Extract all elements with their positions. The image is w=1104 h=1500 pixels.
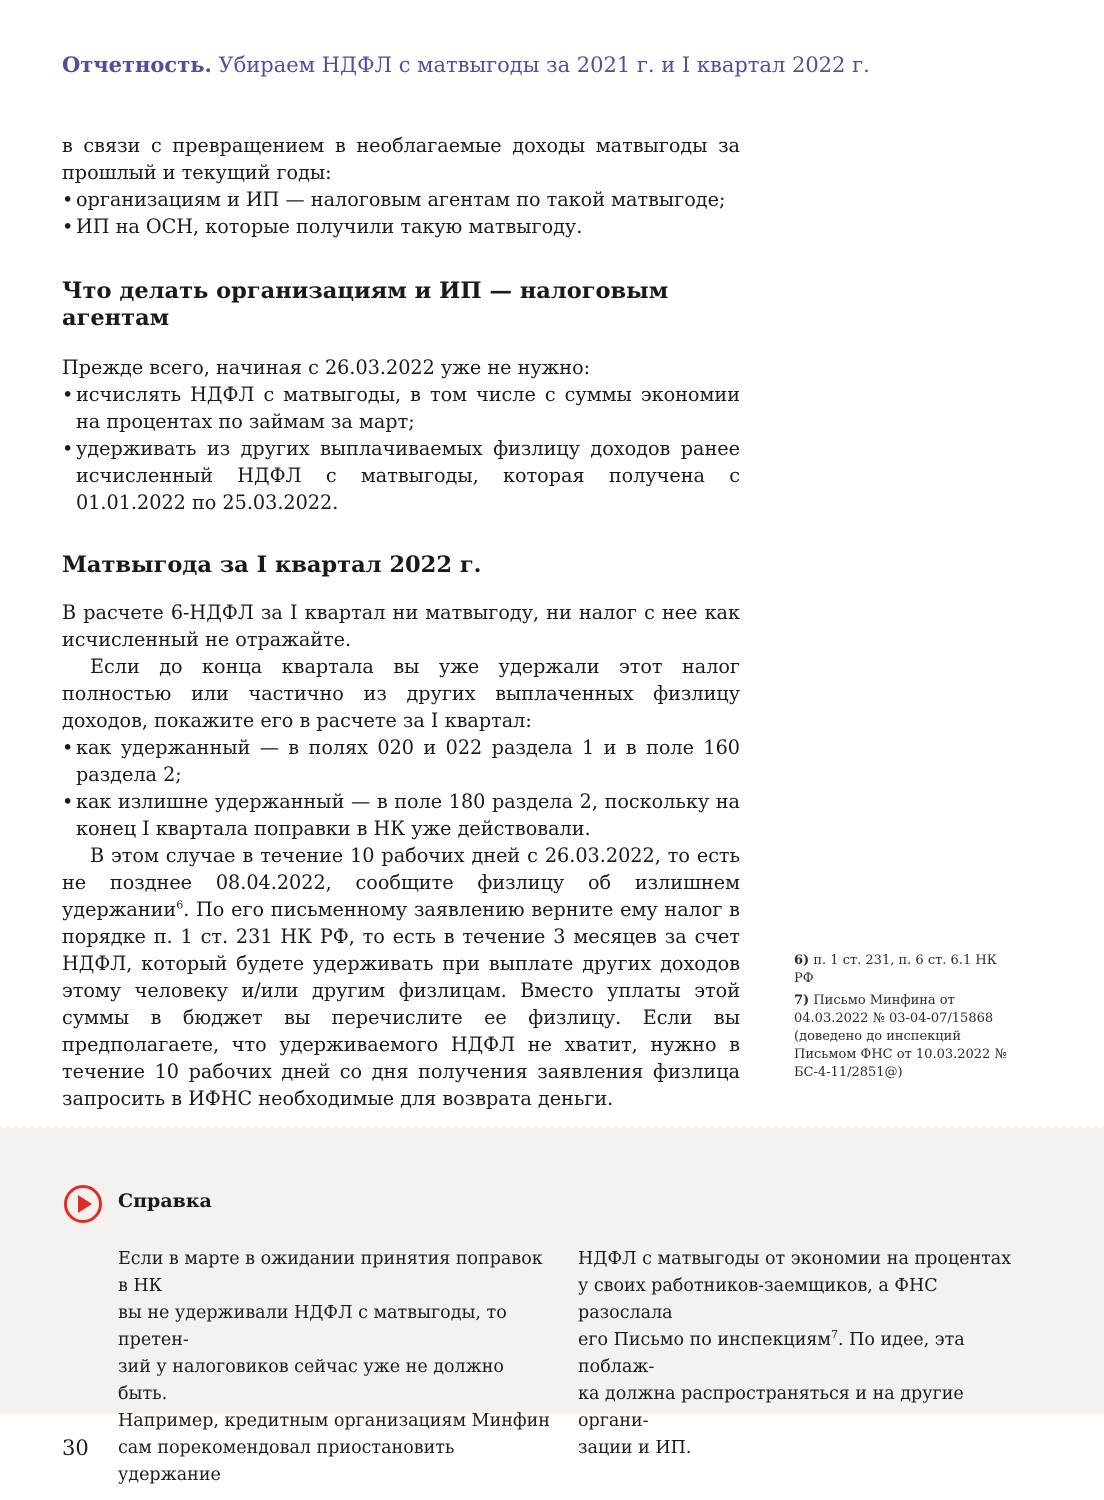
footnote-number: 7): [794, 993, 810, 1008]
footnote-ref[interactable]: 6: [176, 898, 184, 912]
list-item: • удерживать из других выплачиваемых физлицу доходов ранее исчисленный НДФЛ с матвыгоды, которая получена с 01.01.2022 по 25.03.2022.: [62, 435, 740, 516]
play-icon: [63, 1184, 103, 1224]
header-title: Убираем НДФЛ с матвыгоды за 2021 г. и I квартал 2022 г.: [218, 53, 870, 77]
note-left-column: [118, 1246, 558, 1489]
paragraph-text: . По его письменному заявлению верните ему налог в порядке п. 1 ст. 231 НК РФ, то есть в течение 3 месяцев за счет НДФЛ, который будете удерживать при выплате других доходов этому человеку и/или другим физлицам. Вместо уплаты этой суммы в бюджет вы перечислите ее физлицу. Если вы предполагаете, что удерживаемого НДФЛ не хватит, нужно в течение 10 рабочих дней со дня получения заявления физлица запросить в ИФНС необходимые для возврата деньги.: [62, 898, 740, 1110]
section-heading: Матвыгода за I квартал 2022 г.: [62, 552, 482, 578]
intro-paragraph: в связи с превращением в необлагаемые доходы матвыгоды за прошлый и текущий годы:: [62, 134, 740, 184]
footnotes: [794, 952, 1014, 1082]
note-line: [578, 1327, 1028, 1381]
article-body: [62, 132, 740, 1112]
note-line: НДФЛ с матвыгоды от экономии на процентах: [578, 1249, 1012, 1269]
list-item: • исчислять НДФЛ с матвыгоды, в том числе с суммы экономии на процентах по займам за март;: [62, 381, 740, 435]
list-item: • как излишне удержанный — в поле 180 раздела 2, поскольку на конец I квартала поправки в НК уже действовали.: [62, 788, 740, 842]
footnote-text: п. 1 ст. 231, п. 6 ст. 6.1 НК РФ: [794, 953, 997, 986]
note-line-text: его Письмо по инспекциям: [578, 1330, 832, 1350]
footnote-ref[interactable]: 7: [831, 1328, 839, 1342]
paragraph: [62, 842, 740, 1112]
paragraph-text: В этом случае в течение 10 рабочих дней с 26.03.2022, то есть не позднее 08.04.2022, сообщите физлицу об излишнем удержании: [62, 844, 740, 921]
list-item: • ИП на ОСН, которые получили такую матвыгоду.: [62, 213, 740, 240]
note-line: зий у налоговиков сейчас уже не должно быть.: [118, 1357, 504, 1404]
note-line: Например, кредитным организациям Минфин: [118, 1411, 550, 1431]
note-right-column: [578, 1246, 1028, 1462]
note-line: Если в марте в ожидании принятия поправок в НК: [118, 1249, 543, 1296]
section-heading: Что делать организациям и ИП — налоговым агентам: [62, 278, 669, 331]
note-line: у своих работников-заемщиков, а ФНС разослала: [578, 1276, 938, 1323]
footnote-number: 6): [794, 953, 810, 968]
list-item: • организациям и ИП — налоговым агентам по такой матвыгоде;: [62, 186, 740, 213]
footnote: [794, 992, 1014, 1082]
paragraph: Если до конца квартала вы уже удержали этот налог полностью или частично из других выплаченных физлицу доходов, покажите его в расчете за I квартал:: [62, 655, 740, 732]
note-title: Справка: [118, 1190, 212, 1212]
paragraph: В расчете 6-НДФЛ за I квартал ни матвыгоду, ни налог с нее как исчисленный не отражайте.: [62, 601, 740, 651]
list-item: • как удержанный — в полях 020 и 022 раздела 1 и в поле 160 раздела 2;: [62, 734, 740, 788]
list: [62, 381, 740, 516]
page-number: 30: [62, 1436, 89, 1460]
paragraph: Прежде всего, начиная с 26.03.2022 уже не нужно:: [62, 356, 591, 379]
footnote-text: Письмо Минфина от 04.03.2022 № 03-04-07/15868 (доведено до инспекций Письмом ФНС от 10.03.2022 № БС-4-11/2851@): [794, 993, 1007, 1080]
list: [62, 734, 740, 842]
header-section: Отчетность.: [62, 52, 212, 77]
running-header: [62, 52, 870, 77]
note-line: вы не удерживали НДФЛ с матвыгоды, то претен-: [118, 1303, 507, 1350]
note-line: ка должна распространяться и на другие органи-: [578, 1384, 964, 1431]
note-line: зации и ИП.: [578, 1438, 692, 1458]
note-line-text: . По идее, эта поблаж-: [578, 1330, 965, 1377]
intro-list: [62, 186, 740, 240]
zigzag-edge: [0, 1122, 1104, 1130]
note-line: сам порекомендовал приостановить удержание: [118, 1438, 455, 1485]
footnote: [794, 952, 1014, 988]
